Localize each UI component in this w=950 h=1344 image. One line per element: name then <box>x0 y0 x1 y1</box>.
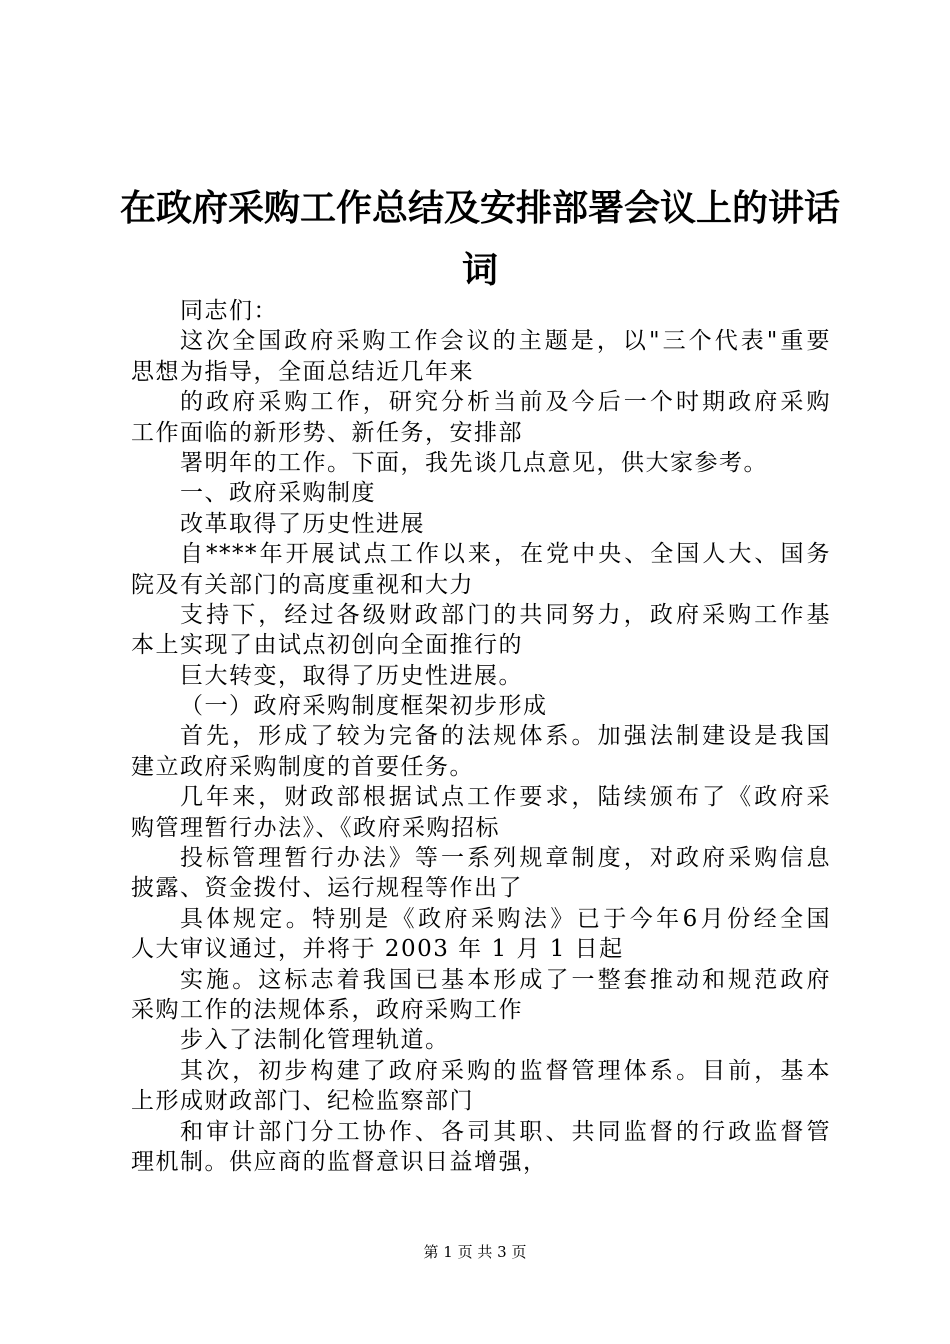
body-line: 建立政府采购制度的首要任务。 <box>131 753 474 780</box>
body-line: 一、政府采购制度 <box>180 480 376 507</box>
body-line: 院及有关部门的高度重视和大力 <box>131 571 474 598</box>
body-line: 支持下，经过各级财政部门的共同努力，政府采购工作基 <box>180 601 831 628</box>
document-body <box>131 296 831 1177</box>
body-line: 自****年开展试点工作以来，在党中央、全国人大、国务 <box>180 541 831 568</box>
body-line: 其次，初步构建了政府采购的监督管理体系。目前，基本 <box>180 1057 831 1084</box>
body-line: 同志们： <box>180 298 278 324</box>
document-title-line-2: 词 <box>461 249 498 291</box>
body-line: 购管理暂行办法》、《政府采购招标 <box>131 814 500 841</box>
body-line: 投标管理暂行办法》等一系列规章制度，对政府采购信息 <box>180 845 831 872</box>
body-line: 改革取得了历史性进展 <box>180 510 425 537</box>
document-title-line-1: 在政府采购工作总结及安排部署会议上的讲话 <box>120 187 841 229</box>
body-line: 这次全国政府采购工作会议的主题是，以"三个代表"重要 <box>180 328 831 355</box>
body-line: 采购工作的法规体系，政府采购工作 <box>131 996 523 1023</box>
body-line: （一）政府采购制度框架初步形成 <box>180 693 548 720</box>
body-line: 思想为指导，全面总结近几年来 <box>131 358 474 385</box>
body-line: 人大审议通过，并将于 2003 年 1 月 1 日起 <box>131 936 624 963</box>
body-line: 工作面临的新形势、新任务，安排部 <box>131 419 523 446</box>
body-line: 首先，形成了较为完备的法规体系。加强法制建设是我国 <box>180 723 831 750</box>
body-line: 上形成财政部门、纪检监察部门 <box>131 1088 474 1115</box>
body-line: 署明年的工作。下面，我先谈几点意见，供大家参考。 <box>180 449 768 476</box>
body-line: 实施。这标志着我国已基本形成了一整套推动和规范政府 <box>180 966 831 993</box>
body-line: 巨大转变，取得了历史性进展。 <box>180 662 523 689</box>
body-line: 披露、资金拨付、运行规程等作出了 <box>131 875 523 902</box>
body-line: 具体规定。特别是《政府采购法》已于今年6月份经全国 <box>180 905 831 932</box>
body-line: 几年来，财政部根据试点工作要求，陆续颁布了《政府采 <box>180 784 831 811</box>
page-number-footer: 第 1 页 共 3 页 <box>423 1243 527 1261</box>
body-line: 的政府采购工作，研究分析当前及今后一个时期政府采购 <box>180 389 831 416</box>
body-line: 本上实现了由试点初创向全面推行的 <box>131 632 523 659</box>
body-line: 和审计部门分工协作、各司其职、共同监督的行政监督管 <box>180 1118 831 1145</box>
body-line: 步入了法制化管理轨道。 <box>180 1027 450 1054</box>
body-line: 理机制。供应商的监督意识日益增强， <box>131 1148 548 1175</box>
